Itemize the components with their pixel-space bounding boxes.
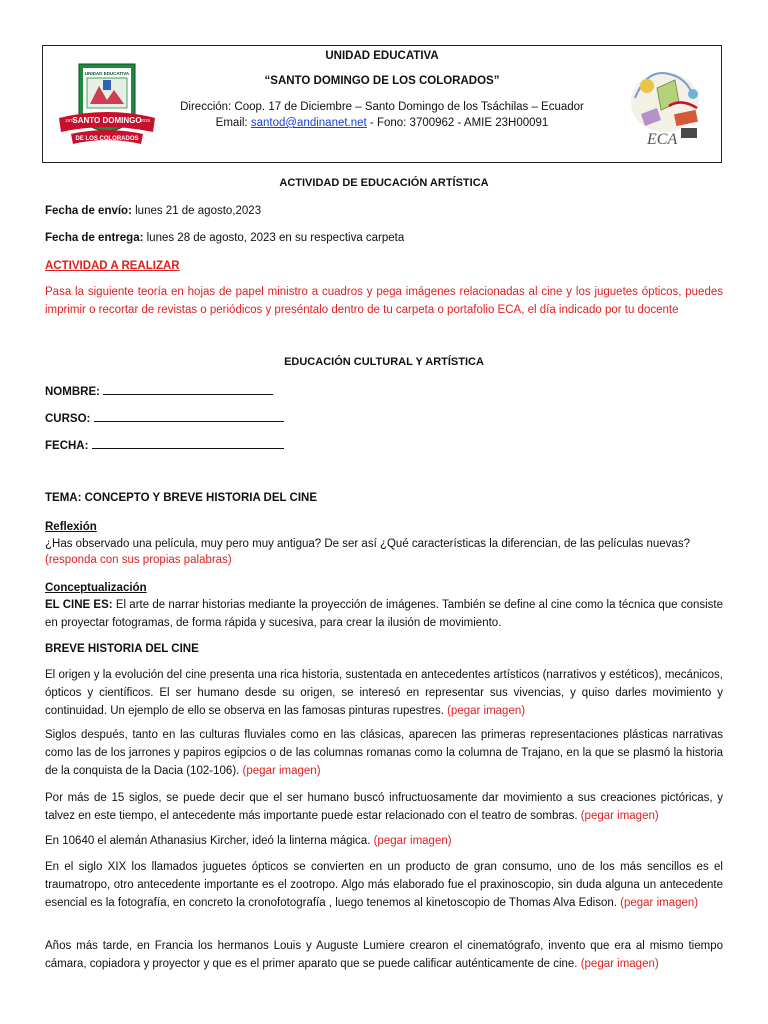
subject-title: EDUCACIÓN CULTURAL Y ARTÍSTICA <box>284 356 484 368</box>
history-paragraph-3 <box>45 789 723 825</box>
crest-top-text: UNIDAD EDUCATIVA <box>84 71 130 76</box>
crest-year-right: 2015 <box>140 118 151 123</box>
paragraph-text: En 10640 el alemán Athanasius Kircher, ideó la linterna mágica. <box>45 835 374 847</box>
paste-image-note: (pegar imagen) <box>580 958 659 970</box>
activity-title: ACTIVIDAD DE EDUCACIÓN ARTÍSTICA <box>279 177 489 189</box>
paragraph-text: Años más tarde, en Francia los hermanos Louis y Auguste Lumiere crearon el cinematógrafo, invento que era al mismo tiempo cámara, copiadora y proyector y que es el primer aparato que se puede calificar auténticamente de cine. <box>45 940 723 970</box>
school-address: Dirección: Coop. 17 de Diciembre – Santo Domingo de los Tsáchilas – Ecuador <box>180 101 584 113</box>
name-label: NOMBRE: <box>45 386 104 398</box>
school-header <box>42 45 722 163</box>
concept-definition <box>45 596 723 632</box>
history-paragraph-6 <box>45 937 723 973</box>
email-link[interactable]: santod@andinanet.net <box>250 117 367 129</box>
paragraph-text: En el siglo XIX los llamados juguetes ópticos se convierten en un producto de gran consumo, uno de los más sencillos es el traumatropo, otro antecedente importante es el zootropo. Algo más elaborado fue el praxinoscopio, sin duda alguna un antecedente esencial es la fotografía, en concreto la cronofotografía , luego tenemos al kinetoscopio de Thomas Alva Edison. <box>45 861 723 909</box>
school-name: “SANTO DOMINGO DE LOS COLORADOS” <box>264 75 500 87</box>
name-field <box>45 382 723 401</box>
due-date <box>45 229 723 247</box>
send-date <box>45 202 723 220</box>
reflection-note: (responda con sus propias palabras) <box>45 554 232 566</box>
reflection-question: ¿Has observado una película, muy pero muy antigua? De ser así ¿Qué características la diferencian, de las películas nuevas? <box>45 538 690 550</box>
history-paragraph-4 <box>45 832 723 850</box>
theme-title: TEMA: CONCEPTO Y BREVE HISTORIA DEL CINE <box>45 492 317 504</box>
course-blank[interactable] <box>94 409 284 422</box>
date-field <box>45 436 723 455</box>
course-field <box>45 409 723 428</box>
send-date-label: Fecha de envío: <box>45 205 132 217</box>
paragraph-text: El origen y la evolución del cine presenta una rica historia, sustentada en antecedentes artísticos (narrativos y estéticos), mecánicos, ópticos y científicos. El ser humano desde su origen, se interesó en representar sus vivencias, y quiso darles movimiento y continuidad. Un ejemplo de ello se observa en las famosas pinturas rupestres. <box>45 669 723 717</box>
reflection-heading: Reflexión <box>45 521 97 533</box>
eca-logo <box>617 58 713 156</box>
due-date-label: Fecha de entrega: <box>45 232 144 244</box>
activity-instructions: Pasa la siguiente teoría en hojas de papel ministro a cuadros y pega imágenes relacionadas al cine y los juguetes ópticos, puedes imprimir o recortar de revistas o periódicos y preséntalo dentro de tu carpeta o portafolio ECA, el día indicado por tu docente <box>45 286 723 316</box>
paste-image-note: (pegar imagen) <box>620 897 699 909</box>
crest-banner-text-2: DE LOS COLORADOS <box>75 136 139 142</box>
concept-lead: EL CINE ES: <box>45 599 113 611</box>
due-date-value: lunes 28 de agosto, 2023 en su respectiva carpeta <box>143 232 405 244</box>
paragraph-text: Siglos después, tanto en las culturas fluviales como en las clásicas, aparecen las primeras representaciones plásticas narrativas como las de los jarrones y papiros egipcios o de las columnas romanas como la columna de Trajano, en la que se plasmó la historia de la conquista de la Dacia (102-106). <box>45 729 723 777</box>
date-label: FECHA: <box>45 440 92 452</box>
email-label: Email: <box>215 117 251 129</box>
eca-logo-text: ECA <box>647 131 678 148</box>
course-label: CURSO: <box>45 413 94 425</box>
history-paragraph-2 <box>45 726 723 780</box>
history-paragraph-5 <box>45 858 723 912</box>
date-blank[interactable] <box>92 436 284 449</box>
concept-text: El arte de narrar historias mediante la proyección de imágenes. También se define al cine como la técnica que consiste en proyectar fotogramas, de forma rápida y sucesiva, para crear la ilusión de movimiento. <box>45 599 723 629</box>
activity-heading: ACTIVIDAD A REALIZAR <box>45 260 180 272</box>
crest-year-left: 1970 <box>65 118 76 123</box>
send-date-value: lunes 21 de agosto,2023 <box>131 205 262 217</box>
history-heading: BREVE HISTORIA DEL CINE <box>45 643 199 655</box>
name-blank[interactable] <box>103 382 273 395</box>
paste-image-note: (pegar imagen) <box>580 810 659 822</box>
paste-image-note: (pegar imagen) <box>447 705 526 717</box>
history-paragraph-1 <box>45 666 723 720</box>
crest-banner-text: SANTO DOMINGO <box>72 116 142 125</box>
concept-heading: Conceptualización <box>45 582 147 594</box>
paste-image-note: (pegar imagen) <box>373 835 452 847</box>
paragraph-text: Por más de 15 siglos, se puede decir que el ser humano buscó infructuosamente dar movimiento a sus creaciones pictóricas, y talvez en este tiempo, el antecedente más importante puede estar relacionado con el teatro de sombras. <box>45 792 723 822</box>
contact-details: - Fono: 3700962 - AMIE 23H00091 <box>366 117 549 129</box>
school-type: UNIDAD EDUCATIVA <box>325 50 439 62</box>
paste-image-note: (pegar imagen) <box>242 765 321 777</box>
